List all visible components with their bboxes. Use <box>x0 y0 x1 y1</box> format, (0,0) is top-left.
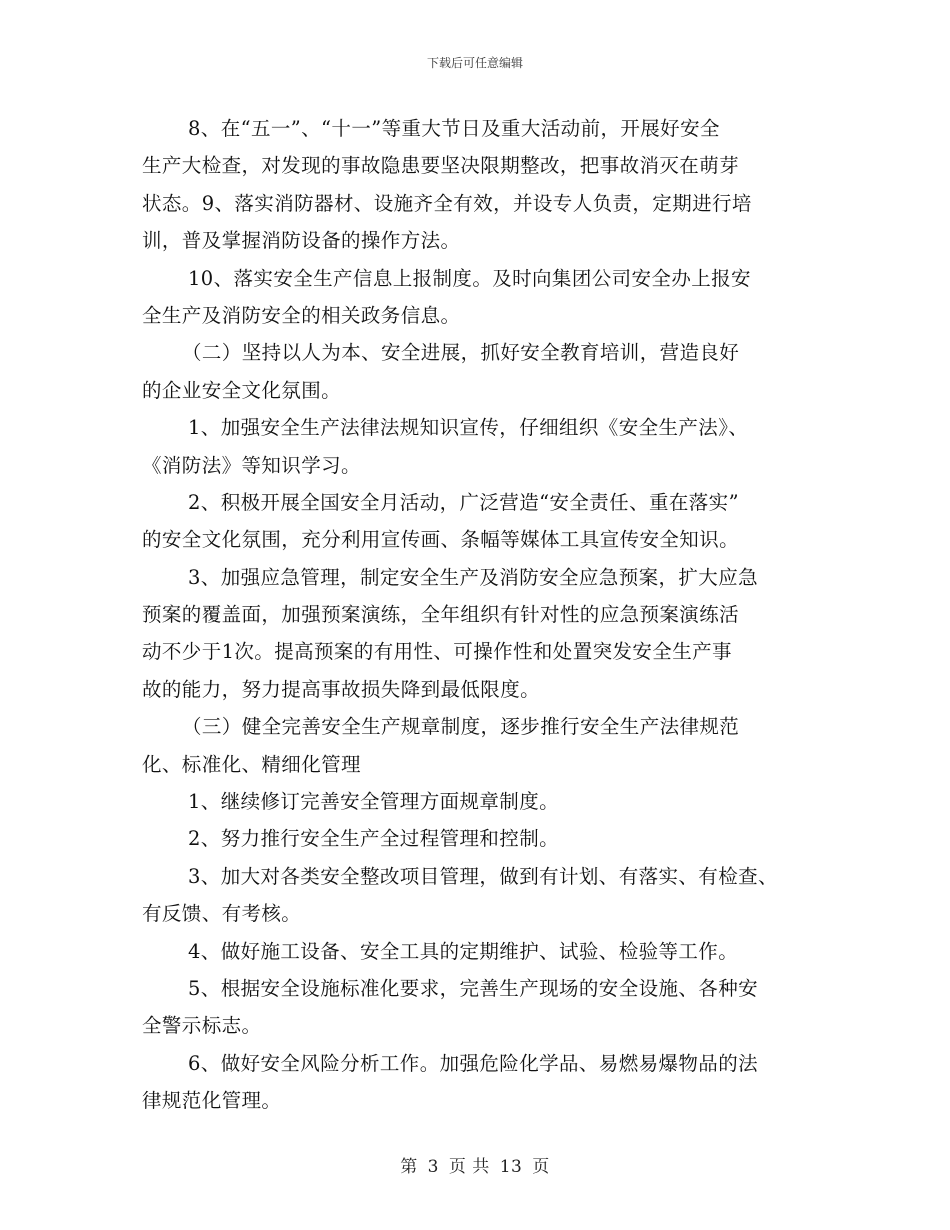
paragraph-line: 《消防法》等知识学习。 <box>142 453 361 477</box>
paragraph-line: 的安全文化氛围，充分利用宣传画、条幅等媒体工具宣传安全知识。 <box>142 528 740 552</box>
paragraph-line: 2、努力推行安全生产全过程管理和控制。 <box>188 827 560 851</box>
paragraph-line: 状态。9、落实消防器材、设施齐全有效，并设专人负责，定期进行培 <box>142 191 752 215</box>
paragraph-line: 1、加强安全生产法律法规知识宣传，仔细组织《安全生产法》、 <box>188 416 749 440</box>
page-number-footer <box>0 1152 950 1177</box>
paragraph-line: 3、加大对各类安全整改项目管理，做到有计划、有落实、有检查、 <box>188 864 778 888</box>
paragraph-line: 10、落实安全生产信息上报制度。及时向集团公司安全办上报安 <box>188 266 751 290</box>
paragraph-line: 6、做好安全风险分析工作。加强危险化学品、易燃易爆物品的法 <box>188 1051 759 1075</box>
footer-suffix: 页 <box>532 1157 550 1177</box>
paragraph-line: 2、积极开展全国安全月活动，广泛营造“安全责任、重在落实” <box>188 490 739 514</box>
paragraph-line: 5、根据安全设施标准化要求，完善生产现场的安全设施、各种安 <box>188 976 759 1000</box>
paragraph-line: 1、继续修订完善安全管理方面规章制度。 <box>188 790 560 814</box>
footer-prefix: 第 <box>400 1157 418 1177</box>
paragraph-line: 有反馈、有考核。 <box>142 902 302 926</box>
paragraph-line: 预案的覆盖面，加强预案演练，全年组织有针对性的应急预案演练活 <box>142 603 740 627</box>
section-heading-line: （三）健全完善安全生产规章制度，逐步推行安全生产法律规范 <box>182 715 740 739</box>
footer-current-page: 3 <box>427 1157 439 1177</box>
document-body <box>142 110 832 1120</box>
paragraph-line: 律规范化管理。 <box>142 1089 282 1113</box>
paragraph-line: 3、加强应急管理，制定安全生产及消防安全应急预案，扩大应急 <box>188 565 759 589</box>
paragraph-line: 4、做好施工设备、安全工具的定期维护、试验、检验等工作。 <box>188 939 739 963</box>
section-heading-line: （二）坚持以人为本、安全进展，抓好安全教育培训，营造良好 <box>182 341 740 365</box>
paragraph-line: 生产大检查，对发现的事故隐患要坚决限期整改，把事故消灭在萌芽 <box>142 154 740 178</box>
footer-total-pages: 13 <box>499 1157 523 1177</box>
paragraph-line: 8、在“五一”、“十一”等重大节日及重大活动前，开展好安全 <box>188 117 720 140</box>
section-heading-line: 化、标准化、精细化管理 <box>142 752 361 776</box>
page-header-note: 下载后可任意编辑 <box>426 56 523 70</box>
paragraph-line: 故的能力，努力提高事故损失降到最低限度。 <box>142 677 541 701</box>
paragraph-line: 动不少于1次。提高预案的有用性、可操作性和处置突发安全生产事 <box>142 640 732 664</box>
footer-middle: 页 共 <box>448 1157 490 1177</box>
section-heading-line: 的企业安全文化氛围。 <box>142 378 342 402</box>
paragraph-line: 全警示标志。 <box>142 1014 262 1038</box>
paragraph-line: 训，普及掌握消防设备的操作方法。 <box>142 229 461 253</box>
paragraph-line: 全生产及消防安全的相关政务信息。 <box>142 303 461 327</box>
